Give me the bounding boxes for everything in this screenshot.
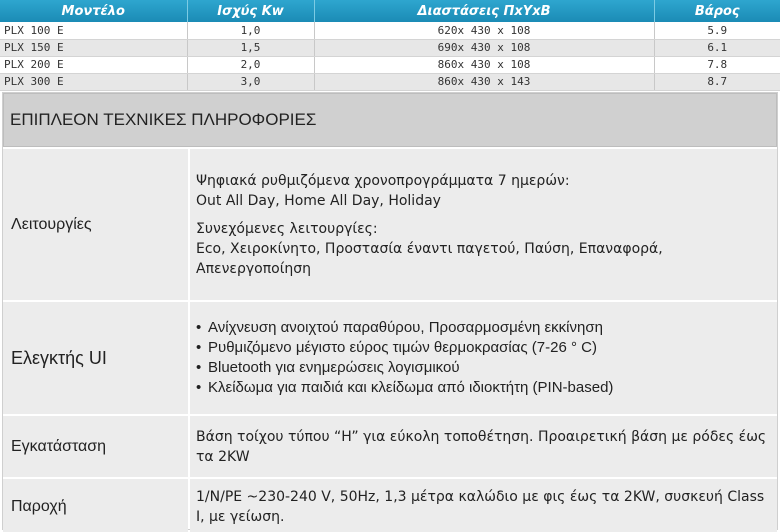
cell-weight: 7.8 bbox=[654, 56, 780, 73]
list-item-text: Ανίχνευση ανοιχτού παραθύρου, Προσαρμοσμένη εκκίνηση bbox=[208, 319, 603, 336]
header-model: Μοντέλο bbox=[0, 0, 187, 22]
installation-value: Βάση τοίχου τύπου “H” για εύκολη τοποθέτηση. Προαιρετική βάση με ρόδες έως τα 2KW bbox=[190, 416, 777, 477]
cell-model: PLX 300 E bbox=[0, 73, 187, 90]
bullet-icon: • bbox=[196, 319, 202, 336]
cell-model: PLX 200 E bbox=[0, 56, 187, 73]
cell-model: PLX 100 E bbox=[0, 22, 187, 39]
table-row bbox=[0, 73, 780, 90]
supply-label: Παροχή bbox=[3, 479, 188, 532]
table-row bbox=[0, 56, 780, 73]
functions-schedules bbox=[196, 171, 777, 211]
controller-value bbox=[190, 302, 777, 414]
controller-row bbox=[3, 302, 777, 414]
bullet-icon: • bbox=[196, 359, 202, 376]
cell-power: 1,5 bbox=[187, 39, 314, 56]
list-item-text: Bluetooth για ενημερώσεις λογισμικού bbox=[208, 359, 460, 376]
list-item bbox=[196, 358, 777, 378]
models-header-row bbox=[0, 0, 780, 22]
models-table bbox=[0, 0, 780, 91]
cell-weight: 8.7 bbox=[654, 73, 780, 90]
list-item-text: Ρυθμιζόμενο μέγιστο εύρος τιμών θερμοκρασίας (7-26 ° C) bbox=[208, 339, 597, 356]
header-power: Ισχύς Kw bbox=[187, 0, 314, 22]
cell-weight: 6.1 bbox=[654, 39, 780, 56]
functions-line: Συνεχόμενες λειτουργίες: bbox=[196, 220, 378, 237]
cell-dimensions: 690x 430 x 108 bbox=[314, 39, 654, 56]
installation-label: Εγκατάσταση bbox=[3, 416, 188, 477]
cell-weight: 5.9 bbox=[654, 22, 780, 39]
bullet-icon: • bbox=[196, 379, 202, 396]
cell-dimensions: 860x 430 x 143 bbox=[314, 73, 654, 90]
cell-dimensions: 620x 430 x 108 bbox=[314, 22, 654, 39]
tech-info-title: ΕΠΙΠΛΕΟΝ ΤΕΧΝΙΚΕΣ ΠΛΗΡΟΦΟΡΙΕΣ bbox=[3, 93, 777, 147]
functions-label: Λειτουργίες bbox=[3, 149, 188, 300]
functions-line: Ψηφιακά ρυθμιζόμενα χρονοπρογράμματα 7 ημερών: bbox=[196, 172, 570, 189]
functions-continuous bbox=[196, 219, 777, 279]
list-item bbox=[196, 338, 777, 358]
functions-line: Out All Day, Home All Day, Holiday bbox=[196, 192, 441, 209]
bullet-icon: • bbox=[196, 339, 202, 356]
cell-model: PLX 150 E bbox=[0, 39, 187, 56]
cell-power: 1,0 bbox=[187, 22, 314, 39]
functions-value bbox=[190, 149, 777, 300]
functions-row bbox=[3, 149, 777, 300]
cell-dimensions: 860x 430 x 108 bbox=[314, 56, 654, 73]
table-row bbox=[0, 39, 780, 56]
table-row bbox=[0, 22, 780, 39]
installation-row bbox=[3, 416, 777, 477]
supply-value: 1/N/PE ~230-240 V, 50Hz, 1,3 μέτρα καλώδιο με φις έως τα 2KW, συσκευή Class I, με γείωση. bbox=[190, 479, 777, 532]
tech-info-panel bbox=[2, 92, 778, 530]
functions-line: Eco, Χειροκίνητο, Προστασία έναντι παγετού, Παύση, Επαναφορά, Απενεργοποίηση bbox=[196, 240, 663, 277]
list-item-text: Κλείδωμα για παιδιά και κλείδωμα από ιδιοκτήτη (PIN-based) bbox=[208, 379, 614, 396]
list-item bbox=[196, 318, 777, 338]
controller-label: Ελεγκτής UI bbox=[3, 302, 188, 414]
header-dimensions: Διαστάσεις ΠxΥxΒ bbox=[314, 0, 654, 22]
cell-power: 2,0 bbox=[187, 56, 314, 73]
supply-row bbox=[3, 479, 777, 532]
header-weight: Βάρος bbox=[654, 0, 780, 22]
list-item bbox=[196, 378, 777, 398]
cell-power: 3,0 bbox=[187, 73, 314, 90]
